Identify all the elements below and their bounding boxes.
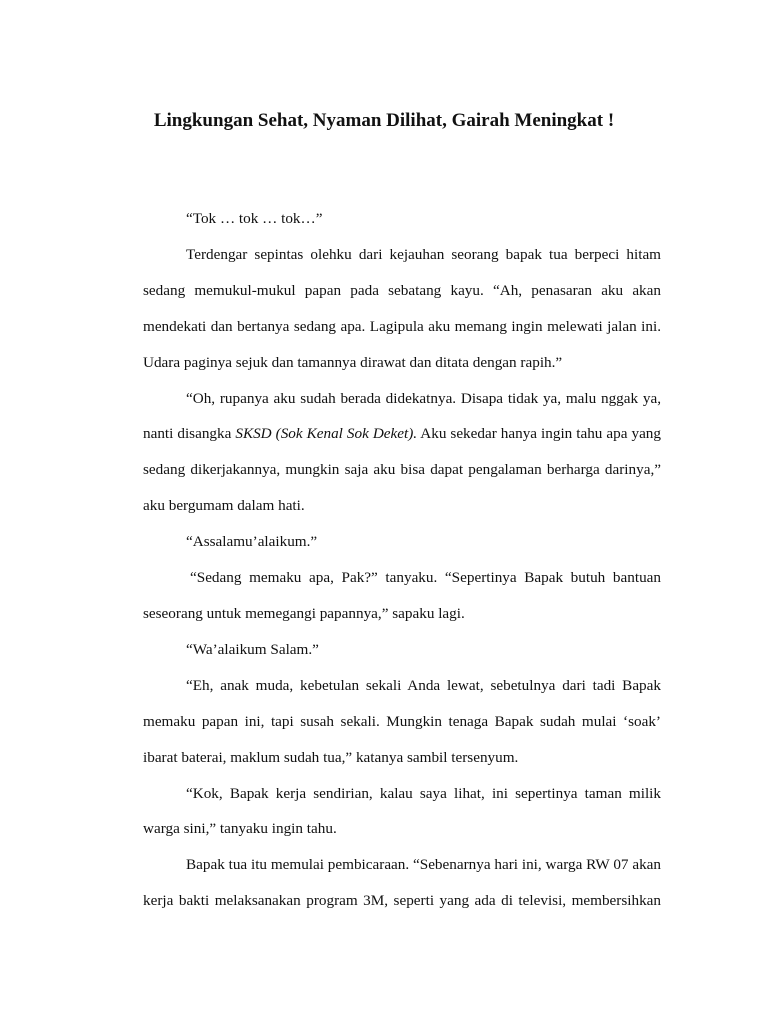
- paragraph-greeting: “Assalamu’alaikum.”: [186, 533, 318, 551]
- document-title: Lingkungan Sehat, Nyaman Dilihat, Gairah Meningkat !: [153, 110, 615, 131]
- paragraph-sksd-after: Aku sekedar hanya ingin tahu apa yang sedang dikerjakannya, mungkin saja aku bisa dapat pengalaman berharga darinya,” aku bergumam dalam hati.: [143, 425, 661, 515]
- paragraph-heard-old-man: Terdengar sepintas olehku dari kejauhan seorang bapak tua berpeci hitam sedang memukul-mukul papan pada sebatang kayu. “Ah, penasaran aku akan mendekati dan bertanya sedang apa. Lagipula aku memang ingin melewati jalan ini. Udara paginya sejuk dan tamannya dirawat dan ditata dengan rapih.”: [143, 245, 661, 371]
- paragraph-sksd-before: “Oh, rupanya aku sudah berada didekatnya. Disapa tidak ya, malu nggak ya, nanti disangka: [143, 389, 661, 443]
- paragraph-sksd-emphasis: SKSD (Sok Kenal Sok Deket).: [235, 425, 418, 443]
- paragraph-community-work: Bapak tua itu memulai pembicaraan. “Sebenarnya hari ini, warga RW 07 akan kerja bakti melaksanakan program 3M, seperti yang ada di televisi, membersihkan: [143, 856, 661, 910]
- paragraph-sksd-thought: [143, 381, 661, 525]
- paragraph-old-man-reply: “Eh, anak muda, kebetulan sekali Anda lewat, sebetulnya dari tadi Bapak memaku papan ini, tapi susah sekali. Mungkin tenaga Bapak sudah mulai ‘soak’ ibarat baterai, maklum sudah tua,” katanya sambil tersenyum.: [143, 676, 661, 766]
- paragraph-asking-hammering: “Sedang memaku apa, Pak?” tanyaku. “Sepertinya Bapak butuh bantuan seseorang untuk memegangi papannya,” sapaku lagi.: [143, 569, 661, 622]
- document-body: [143, 201, 661, 919]
- paragraph-greeting-reply: “Wa’alaikum Salam.”: [186, 640, 319, 658]
- paragraph-working-alone: “Kok, Bapak kerja sendirian, kalau saya lihat, ini sepertinya taman milik warga sini,” tanyaku ingin tahu.: [143, 784, 661, 838]
- paragraph-knock-sound: “Tok … tok … tok…”: [186, 210, 323, 227]
